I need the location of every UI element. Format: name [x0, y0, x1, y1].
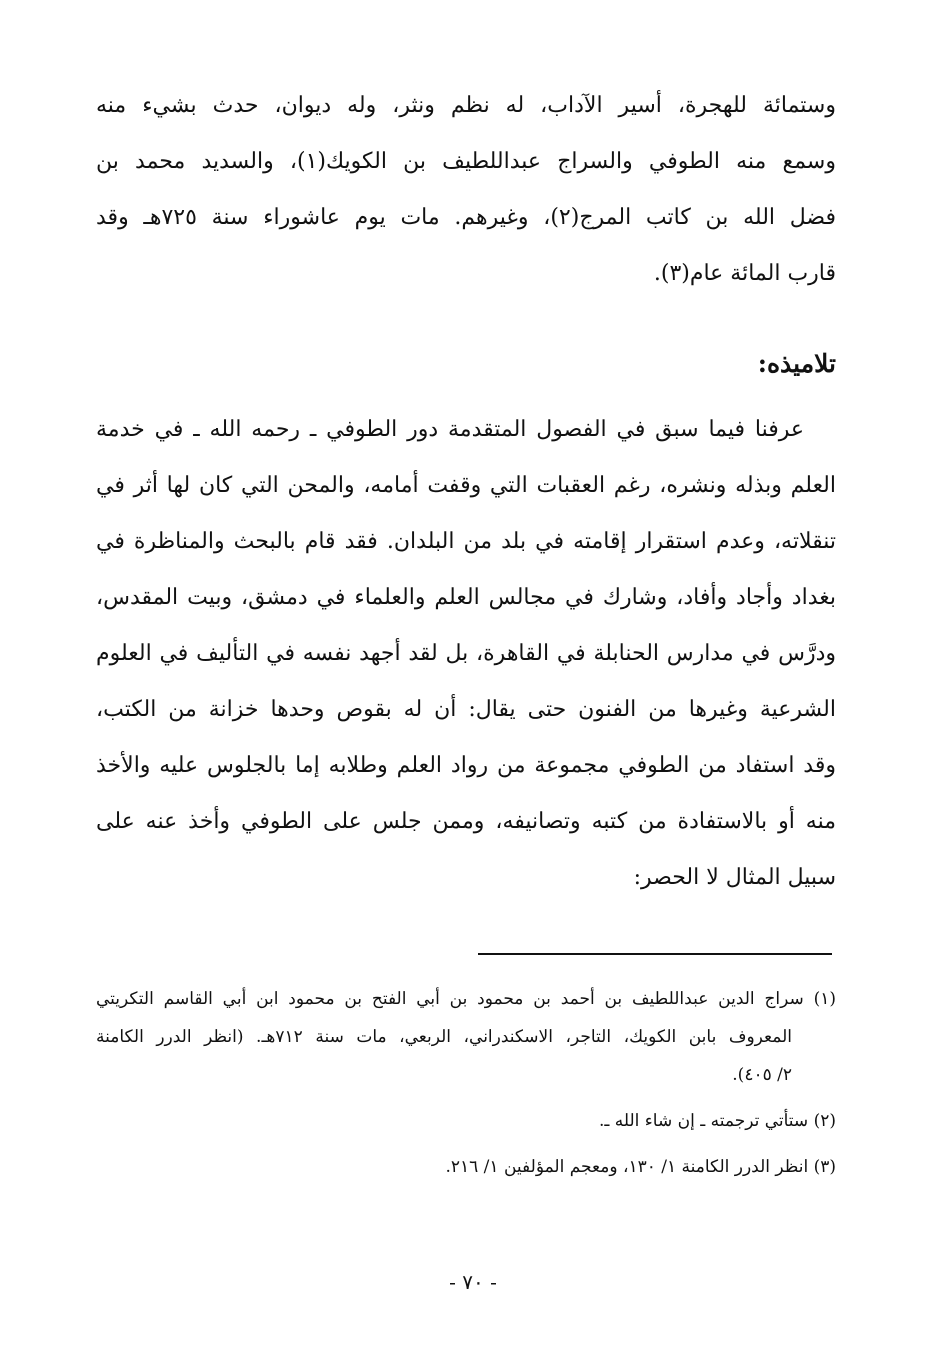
section-heading: تلاميذه:	[757, 349, 836, 378]
paragraph-line: الشرعية وغيرها من الفنون حتى يقال: أن له بقوص وحدها خزانة من الكتب،	[96, 697, 836, 722]
footnote-1-line: (١) سراج الدين عبداللطيف بن أحمد بن محمود بن أبي الفتح بن محمود ابن أبي القاسم التكريتي	[96, 989, 836, 1009]
paragraph-line: وقد استفاد من الطوفي مجموعة من رواد العلم وطلابه إما بالجلوس عليه والأخذ	[96, 753, 836, 778]
footnote-separator	[478, 953, 832, 955]
paragraph-line: وسمع منه الطوفي والسراج عبداللطيف بن الكويك(١)، والسديد محمد بن	[96, 149, 836, 174]
page-number: - ٧٠ -	[449, 1270, 497, 1294]
footnote-3: (٣) انظر الدرر الكامنة ١/ ١٣٠، ومعجم المؤلفين ١/ ٢١٦.	[445, 1157, 836, 1177]
main-paragraph	[96, 402, 836, 906]
footnote-1-line: ٢/ ٤٠٥).	[732, 1065, 792, 1085]
paragraph-line: ودرَّس في مدارس الحنابلة في القاهرة، بل لقد أجهد نفسه في التأليف في العلوم	[96, 641, 836, 666]
paragraph-line: سبيل المثال لا الحصر:	[633, 865, 836, 890]
footnote-2: (٢) ستأتي ترجمته ـ إن شاء الله ـ.	[598, 1111, 836, 1131]
paragraph-line: بغداد وأجاد وأفاد، وشارك في مجالس العلم والعلماء في دمشق، وبيت المقدس،	[96, 585, 836, 610]
intro-paragraph	[96, 78, 836, 302]
footnotes	[96, 980, 836, 1186]
paragraph-line: قارب المائة عام(٣).	[653, 261, 836, 286]
paragraph-line: عرفنا فيما سبق في الفصول المتقدمة دور الطوفي ـ رحمه الله ـ في خدمة	[96, 417, 804, 442]
paragraph-line: العلم وبذله ونشره، رغم العقبات التي وقفت أمامه، والمحن التي كان لها أثر في	[96, 473, 836, 498]
paragraph-line: فضل الله بن كاتب المرج(٢)، وغيرهم. مات يوم عاشوراء سنة ٧٢٥هـ وقد	[96, 205, 836, 230]
paragraph-line: تنقلاته، وعدم استقرار إقامته في بلد من البلدان. فقد قام بالبحث والمناظرة في	[96, 529, 836, 554]
paragraph-line: وستمائة للهجرة، أسير الآداب، له نظم ونثر، وله ديوان، حدث بشيء منه	[96, 93, 836, 118]
paragraph-line: منه أو بالاستفادة من كتبه وتصانيفه، وممن جلس على الطوفي وأخذ عنه على	[96, 809, 836, 834]
footnote-1-line: المعروف بابن الكويك، التاجر، الاسكندراني، الربعي، مات سنة ٧١٢هـ. (انظر الدرر الكامنة	[96, 1027, 792, 1047]
